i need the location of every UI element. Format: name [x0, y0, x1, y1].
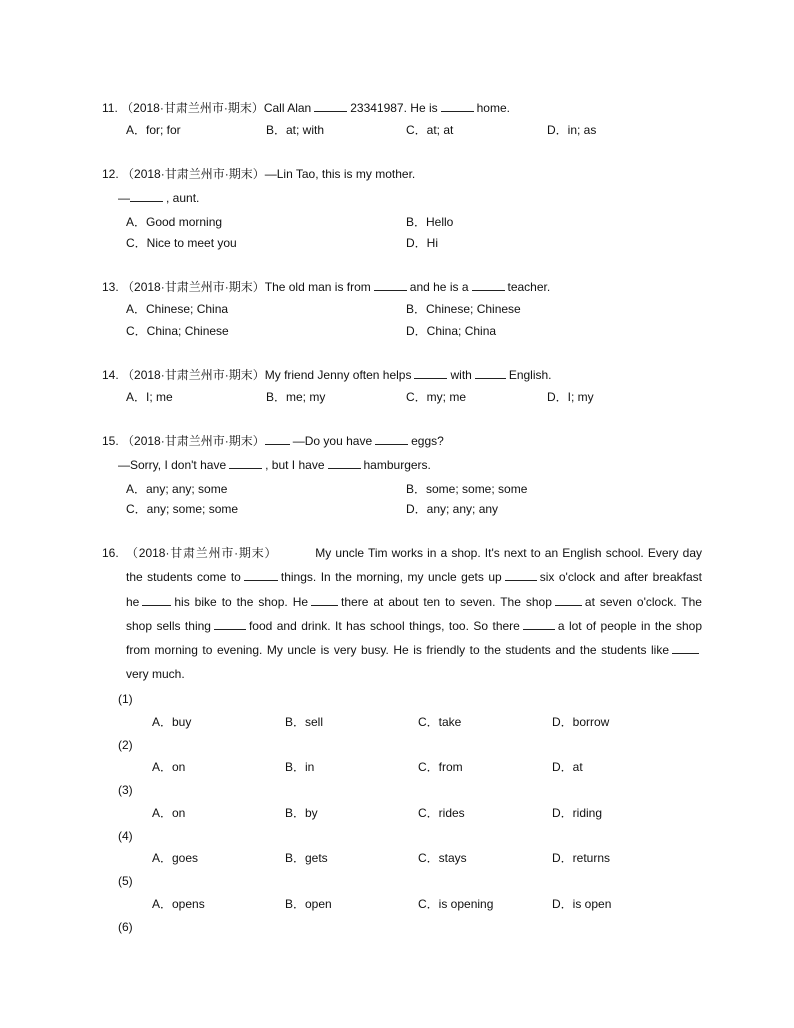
answer-blank[interactable]: [414, 367, 447, 379]
answer-blank[interactable]: [311, 594, 338, 606]
sub-question-label: (4): [118, 829, 133, 843]
question-text: 23341987. He is: [350, 101, 438, 115]
passage-text: six o'clock and after breakfast he: [126, 570, 703, 609]
option-c[interactable]: C．from: [418, 760, 463, 774]
answer-blank[interactable]: [130, 190, 163, 202]
option-a[interactable]: A．buy: [152, 715, 192, 729]
question-16-passage: [126, 541, 702, 687]
question-number: 13.: [102, 280, 119, 294]
question-text: —Lin Tao, this is my mother.: [264, 167, 416, 181]
option-d[interactable]: D．in; as: [547, 123, 597, 137]
option-a[interactable]: A．on: [152, 806, 186, 820]
option-d[interactable]: D．any; any; any: [406, 502, 499, 516]
option-d[interactable]: D．borrow: [552, 715, 610, 729]
passage-text: things. In the morning, my uncle gets up: [280, 570, 502, 585]
passage-text: very much.: [126, 667, 185, 682]
passage-text: at seven o'clock. The shop sells thing: [126, 594, 702, 633]
sub-question-label: (1): [118, 692, 133, 706]
option-a[interactable]: A．Good morning: [126, 215, 223, 229]
question-source: （2018·甘肃兰州市·期末）: [122, 368, 265, 382]
question-16-number: 16.: [102, 546, 119, 560]
option-b[interactable]: B．in: [285, 760, 315, 774]
answer-blank[interactable]: [505, 569, 537, 581]
option-a[interactable]: A．Chinese; China: [126, 302, 229, 316]
option-d[interactable]: D．Hi: [406, 236, 438, 250]
option-c[interactable]: C．rides: [418, 806, 465, 820]
option-d[interactable]: D．I; my: [547, 390, 594, 404]
answer-blank[interactable]: [475, 367, 506, 379]
question-text: Call Alan: [263, 101, 312, 115]
answer-blank[interactable]: [244, 569, 278, 581]
question-15-line-2: [118, 457, 431, 473]
option-a[interactable]: A．any; any; some: [126, 482, 228, 496]
option-b[interactable]: B．at; with: [266, 123, 325, 137]
question-source: （2018·甘肃兰州市·期末）: [126, 546, 278, 560]
option-d[interactable]: D．China; China: [406, 324, 497, 338]
question-source: （2018·甘肃兰州市·期末）: [122, 434, 265, 448]
question-15: [102, 433, 444, 449]
question-text: hamburgers.: [363, 458, 431, 472]
option-c[interactable]: C．stays: [418, 851, 467, 865]
question-text: teacher.: [507, 280, 551, 294]
question-text: eggs?: [411, 434, 444, 448]
option-b[interactable]: B．gets: [285, 851, 328, 865]
answer-blank[interactable]: [314, 100, 347, 112]
option-c[interactable]: C．is opening: [418, 897, 494, 911]
answer-blank[interactable]: [214, 618, 246, 630]
sub-question-label: (2): [118, 738, 133, 752]
question-number: 15.: [102, 434, 119, 448]
option-b[interactable]: B．some; some; some: [406, 482, 528, 496]
option-b[interactable]: B．sell: [285, 715, 324, 729]
option-b[interactable]: B．me; my: [266, 390, 326, 404]
answer-blank[interactable]: [374, 279, 407, 291]
question-text: , but I have: [265, 458, 325, 472]
option-d[interactable]: D．returns: [552, 851, 611, 865]
passage-text: there at about ten to seven. The shop: [341, 594, 552, 609]
option-c[interactable]: C．China; Chinese: [126, 324, 229, 338]
answer-blank[interactable]: [523, 618, 555, 630]
question-11: [102, 100, 510, 116]
answer-blank[interactable]: [265, 433, 290, 445]
question-text: and he is a: [409, 280, 469, 294]
option-c[interactable]: C．take: [418, 715, 462, 729]
option-d[interactable]: D．at: [552, 760, 583, 774]
question-text: English.: [508, 368, 552, 382]
option-c[interactable]: C．at; at: [406, 123, 454, 137]
answer-blank[interactable]: [229, 457, 262, 469]
dash: —: [118, 191, 130, 205]
passage-text: food and drink. It has school things, too. So there: [248, 618, 520, 633]
sub-question-label: (3): [118, 783, 133, 797]
option-b[interactable]: B．by: [285, 806, 318, 820]
answer-blank[interactable]: [441, 100, 474, 112]
answer-blank[interactable]: [375, 433, 408, 445]
question-text: with: [450, 368, 472, 382]
option-b[interactable]: B．Chinese; Chinese: [406, 302, 521, 316]
question-source: （2018·甘肃兰州市·期末）: [122, 280, 265, 294]
answer-blank[interactable]: [472, 279, 505, 291]
option-d[interactable]: D．is open: [552, 897, 612, 911]
option-c[interactable]: C．my; me: [406, 390, 467, 404]
question-text: —Do you have: [292, 434, 373, 448]
question-number: 11.: [102, 101, 118, 115]
question-source: （2018·甘肃兰州市·期末）: [122, 167, 265, 181]
option-a[interactable]: A．for; for: [126, 123, 181, 137]
question-number: 14.: [102, 368, 119, 382]
question-13: [102, 279, 550, 295]
answer-blank[interactable]: [672, 642, 699, 654]
passage-text: his bike to the shop. He: [174, 594, 309, 609]
question-text: My friend Jenny often helps: [264, 368, 412, 382]
question-12: [102, 166, 415, 182]
question-14: [102, 367, 552, 383]
question-source: （2018·甘肃兰州市·期末）: [121, 101, 264, 115]
option-b[interactable]: B．open: [285, 897, 332, 911]
question-text: The old man is from: [264, 280, 371, 294]
passage-text: a lot of people in the shop from morning to evening. My uncle is very busy. He is friendly to the students and the students like: [126, 618, 702, 658]
passage-text: My uncle Tim works in a shop. It's next to an English school. Every day the students come to: [126, 546, 702, 585]
question-number: 12.: [102, 167, 119, 181]
option-a[interactable]: A．on: [152, 760, 186, 774]
option-c[interactable]: C．Nice to meet you: [126, 236, 237, 250]
answer-blank[interactable]: [328, 457, 361, 469]
answer-blank[interactable]: [555, 594, 582, 606]
option-a[interactable]: A．I; me: [126, 390, 173, 404]
option-d[interactable]: D．riding: [552, 806, 603, 820]
option-c[interactable]: C．any; some; some: [126, 502, 239, 516]
question-text: , aunt.: [166, 191, 200, 205]
sub-question-label: (5): [118, 874, 133, 888]
answer-blank[interactable]: [142, 594, 171, 606]
option-b[interactable]: B．Hello: [406, 215, 454, 229]
question-12-line-2: [118, 190, 199, 206]
option-a[interactable]: A．goes: [152, 851, 199, 865]
question-text: home.: [476, 101, 510, 115]
option-a[interactable]: A．opens: [152, 897, 205, 911]
sub-question-label: (6): [118, 920, 133, 934]
question-text: —Sorry, I don't have: [118, 458, 227, 472]
